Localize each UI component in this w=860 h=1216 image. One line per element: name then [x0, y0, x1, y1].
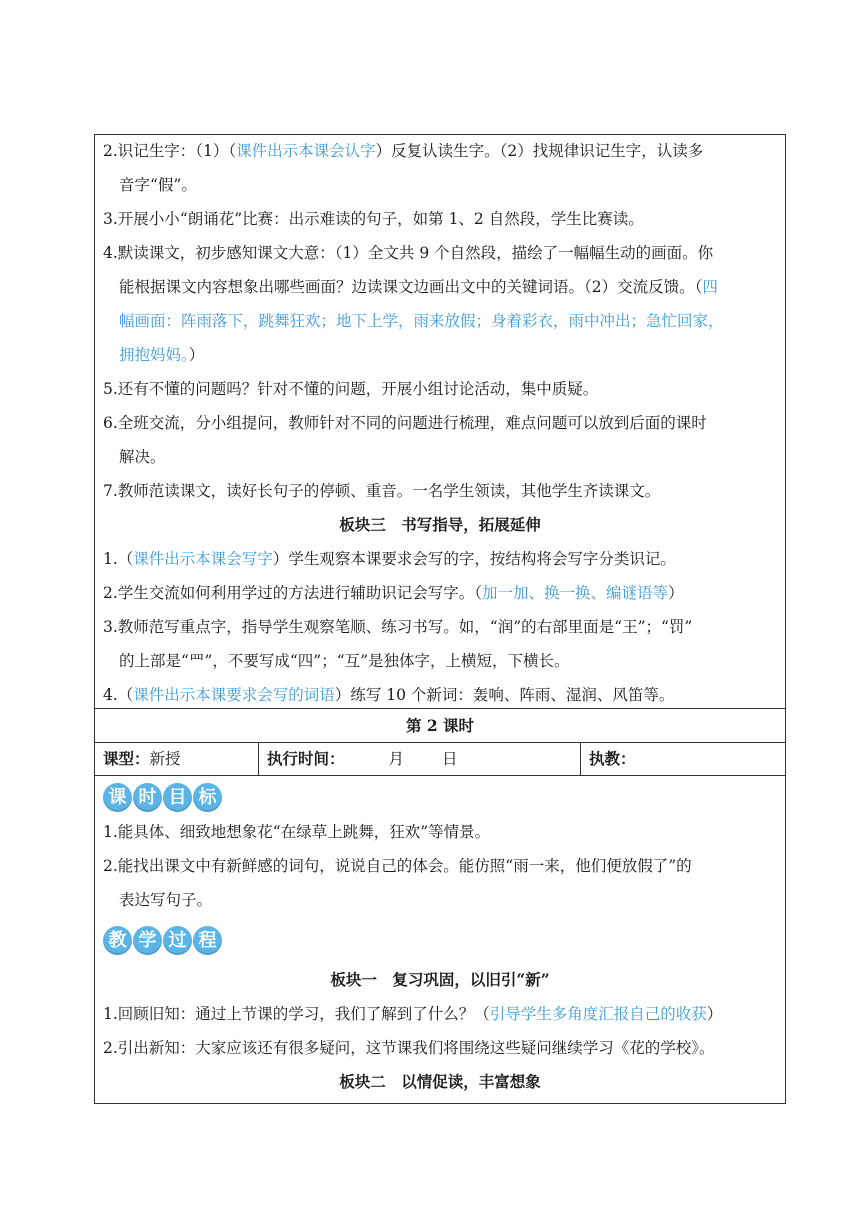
step-line — [103, 243, 713, 263]
body-text: 6.全班交流，分小组提问，教师针对不同的问题进行梳理，难点问题可以放到后面的课时 — [103, 414, 707, 432]
body-text: ） — [668, 584, 684, 602]
highlight-text: 拥抱妈妈。 — [119, 346, 189, 364]
highlight-text: 幅画面：阵雨落下，跳舞狂欢；地下上学，雨来放假；身着彩衣，雨中冲出；急忙回家， — [119, 312, 724, 330]
step-line — [103, 413, 707, 433]
teacher-cell — [581, 743, 787, 775]
body-text: ） — [188, 346, 205, 364]
body-text: 的上部是“罒”，不要写成“四”；“互”是独体字，上横短，下横长。 — [119, 652, 570, 670]
lesson2-section — [95, 776, 785, 1105]
body-text: ）学生观察本课要求会写的字，按结构将会写字分类识记。 — [272, 550, 676, 568]
body-text: ）反复认读生字。（2）找规律识记生字，认读多 — [375, 142, 704, 160]
step-line — [103, 209, 644, 229]
badge-char: 过 — [163, 926, 192, 955]
lesson-title-row — [95, 709, 785, 743]
section-heading: 板块一 复习巩固，以旧引“新” — [330, 970, 550, 989]
badge-char: 教 — [103, 926, 132, 955]
body-text: 3.开展小小“朗诵花”比赛：出示难读的句子，如第 1、2 自然段，学生比赛读。 — [103, 210, 644, 228]
highlight-text: 课件出示本课会写字 — [133, 550, 273, 568]
step-line — [103, 141, 703, 161]
body-text: 3.教师范写重点字，指导学生观察笔顺、练习书写。如，“润”的右部里面是“王”；“罚” — [103, 618, 693, 636]
body-text: 音字“假”。 — [119, 176, 197, 194]
highlight-text: 课件出示本课要求会写的词语 — [133, 686, 335, 704]
lesson-type-label: 课型： — [103, 749, 150, 768]
step-line — [103, 481, 660, 501]
goal-line — [103, 856, 692, 876]
body-text: 2.引出新知：大家应该还有很多疑问，这节课我们将围绕这些疑问继续学习《花的学校》。 — [103, 1039, 715, 1057]
day-label: 日 — [442, 750, 458, 768]
teaching-process-badge — [103, 926, 222, 955]
body-text: 7.教师范读课文，读好长句子的停顿、重音。一名学生领读，其他学生齐读课文。 — [103, 482, 661, 500]
body-text: 4.（ — [103, 686, 134, 704]
badge-char: 学 — [133, 926, 162, 955]
step-line — [119, 277, 718, 297]
step-line — [119, 311, 724, 331]
step-line — [119, 175, 197, 195]
step-line — [119, 345, 204, 365]
body-text: 4.默读课文，初步感知课文大意：（1）全文共 9 个自然段，描绘了一幅幅生动的画面。你 — [103, 244, 714, 262]
lesson-type-cell — [95, 743, 259, 775]
step-line — [103, 583, 684, 603]
step-line — [103, 685, 674, 705]
badge-char: 程 — [193, 926, 222, 955]
highlight-text: 四 — [702, 278, 718, 296]
badge-char: 时 — [133, 783, 162, 812]
highlight-text: 引导学生多角度汇报自己的收获 — [489, 1005, 707, 1023]
body-text: 5.还有不懂的问题吗？针对不懂的问题，开展小组讨论活动，集中质疑。 — [103, 380, 599, 398]
month-label: 月 — [388, 750, 405, 768]
body-text: 2.学生交流如何利用学过的方法进行辅助识记会写字。（ — [103, 584, 483, 602]
process-line — [103, 1004, 722, 1024]
body-text: 1.（ — [103, 550, 134, 568]
goal-line — [119, 890, 212, 910]
step-line — [103, 617, 692, 637]
teacher-label: 执教： — [589, 749, 636, 768]
process-line — [103, 1038, 715, 1058]
step-line — [103, 549, 676, 569]
body-text: ） — [706, 1005, 723, 1023]
body-text: 能根据课文内容想象出哪些画面？边读课文边画出文中的关键词语。（2）交流反馈。（ — [119, 278, 703, 296]
body-text: ）练写 10 个新词：轰响、阵雨、湿润、风笛等。 — [334, 686, 675, 704]
step-line — [119, 447, 166, 467]
execution-time-cell — [259, 743, 581, 775]
lesson-plan-table — [94, 134, 786, 1104]
section-heading: 板块二 以情促读，丰富想象 — [339, 1072, 541, 1091]
lesson-goals-badge — [103, 783, 222, 812]
badge-char: 课 — [103, 783, 132, 812]
body-text: 1.回顾旧知：通过上节课的学习，我们了解到了什么？（ — [103, 1005, 490, 1023]
body-text: 2.识记生字：（1）（ — [103, 142, 237, 160]
steps-section — [95, 135, 785, 709]
info-row — [95, 743, 785, 776]
badge-char: 目 — [163, 783, 192, 812]
execution-time-label: 执行时间： — [267, 749, 345, 768]
highlight-text: 加一加、换一换、编谜语等 — [482, 584, 669, 602]
goal-line — [103, 822, 490, 842]
step-line — [103, 379, 598, 399]
lesson-type-value: 新授 — [149, 750, 181, 768]
lesson-title: 第 2 课时 — [405, 716, 475, 735]
highlight-text: 课件出示本课会认字 — [236, 142, 376, 160]
step-line — [119, 651, 570, 671]
body-text: 2.能找出课文中有新鲜感的词句，说说自己的体会。能仿照“雨一来，他们便放假了”的 — [103, 857, 692, 875]
body-text: 表达写句子。 — [119, 891, 213, 909]
badge-char: 标 — [193, 783, 222, 812]
section-heading: 板块三 书写指导，拓展延伸 — [339, 515, 541, 534]
body-text: 1.能具体、细致地想象花“在绿草上跳舞，狂欢”等情景。 — [103, 823, 491, 841]
body-text: 解决。 — [119, 448, 166, 466]
